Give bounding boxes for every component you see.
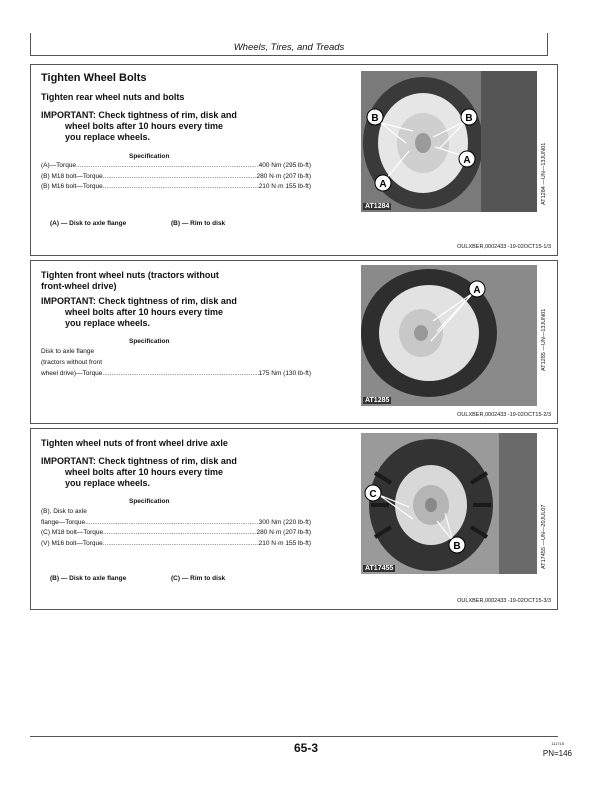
spec-heading: Specification bbox=[129, 338, 170, 345]
footer-code: 111715 bbox=[551, 741, 564, 746]
spec-row: flange—Torque ..... 300 Nm (220 lb-ft) bbox=[41, 519, 311, 526]
legend-c: (C) — Rim to disk bbox=[171, 575, 226, 582]
callout-a-left: A bbox=[379, 179, 387, 190]
photo-label: AT1284 bbox=[365, 203, 390, 210]
wheel-photo-fwd bbox=[361, 433, 537, 574]
spec-row: (B) M16 bolt—Torque ..... 210 N·m 155 lb-ft) bbox=[41, 183, 311, 190]
photo-label: AT17455 bbox=[365, 565, 394, 572]
wheel-photo-rear bbox=[361, 71, 537, 212]
spec-row: (C) M18 bolt—Torque ..... 280 N·m (207 lb-ft) bbox=[41, 529, 311, 536]
callout-a: A bbox=[473, 285, 481, 296]
section-title: Tighten wheel nuts of front wheel drive axle bbox=[41, 438, 228, 448]
legend-a: (A) — Disk to axle flange bbox=[50, 220, 127, 227]
section-title: Tighten Wheel Bolts bbox=[41, 72, 147, 84]
section-reference: OULXBER,0002433 -19-02OCT15-3/3 bbox=[457, 598, 551, 604]
spec-line: Disk to axle flange bbox=[41, 348, 95, 355]
section-title: Tighten front wheel nuts (tractors without front-wheel drive) bbox=[41, 270, 219, 291]
section-reference: OULXBER,0002433 -19-02OCT15-1/3 bbox=[457, 244, 551, 250]
callout-b-left: B bbox=[371, 113, 379, 124]
important-note: IMPORTANT: Check tightness of rim, disk and wheel bolts after 10 hours every time you replace wheels. bbox=[41, 110, 237, 142]
side-reference: AT17455 —UN—20JUL07 bbox=[541, 504, 547, 569]
section-reference: OULXBER,0002433 -19-02OCT15-2/3 bbox=[457, 412, 551, 418]
legend-b: (B) — Disk to axle flange bbox=[50, 575, 127, 582]
spec-row: wheel drive)—Torque ..... 175 Nm (130 lb-ft) bbox=[41, 370, 311, 377]
spec-heading: Specification bbox=[129, 498, 170, 505]
wheel-photo-front bbox=[361, 265, 537, 406]
important-note: IMPORTANT: Check tightness of rim, disk and wheel bolts after 10 hours every time you replace wheels. bbox=[41, 296, 237, 328]
chapter-title: Wheels, Tires, and Treads bbox=[233, 42, 345, 53]
spec-row: (V) M16 bolt—Torque ..... 210 N·m 155 lb-ft) bbox=[41, 540, 311, 547]
callout-a-right: A bbox=[463, 155, 471, 166]
page-pn: PN=146 bbox=[542, 749, 572, 758]
footer-rule bbox=[30, 736, 558, 737]
spec-line: (tractors without front bbox=[41, 359, 103, 366]
section-subtitle: Tighten rear wheel nuts and bolts bbox=[41, 92, 185, 102]
callout-b-right: B bbox=[465, 113, 473, 124]
callout-c: C bbox=[369, 489, 377, 500]
callout-b: B bbox=[453, 541, 461, 552]
side-reference: AT1284 —UN—13JUN01 bbox=[541, 142, 547, 205]
side-reference: AT1285 —UN—13JUN01 bbox=[541, 308, 547, 371]
photo-label: AT1285 bbox=[365, 397, 390, 404]
spec-heading: Specification bbox=[129, 153, 170, 160]
spec-row: (B) M18 bolt—Torque ..... 280 N·m (207 lb-ft) bbox=[41, 173, 311, 180]
legend-b: (B) — Rim to disk bbox=[171, 220, 226, 227]
section-front-wheel-drive-axle bbox=[30, 428, 558, 610]
page-number: 65-3 bbox=[293, 741, 319, 755]
section-tighten-wheel-bolts bbox=[30, 64, 558, 256]
running-header bbox=[30, 33, 548, 56]
spec-line: (B), Disk to axle bbox=[41, 508, 87, 515]
section-front-wheel-nuts bbox=[30, 260, 558, 424]
spec-row: (A)—Torque ..... 400 Nm (295 lb-ft) bbox=[41, 162, 311, 169]
important-note: IMPORTANT: Check tightness of rim, disk and wheel bolts after 10 hours every time you replace wheels. bbox=[41, 456, 237, 488]
